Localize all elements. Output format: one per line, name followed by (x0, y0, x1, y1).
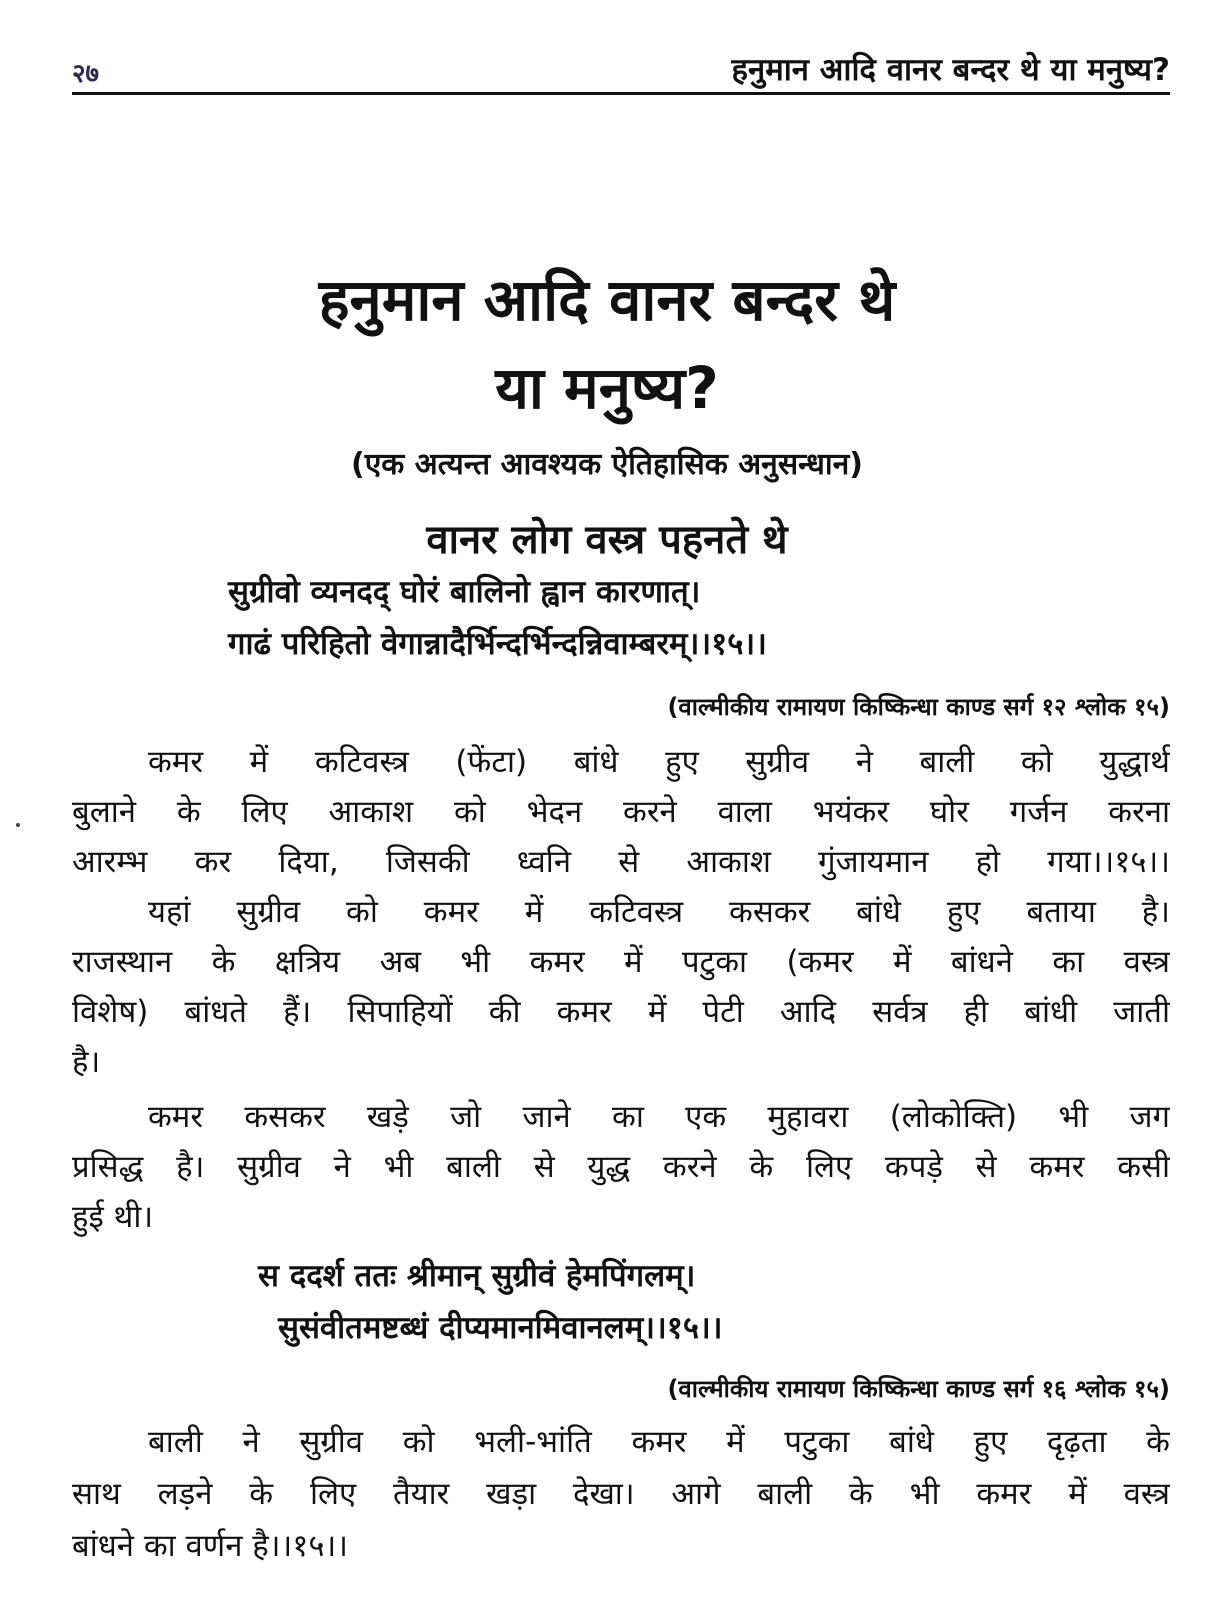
paragraph-1-line: आरम्भ कर दिया, जिसकी ध्वनि से आकाश गुंजायमान हो गया।।१५।। (72, 844, 1170, 880)
verse-1-line-2: गाढं परिहितो वेगान्नादैर्भिन्दर्भिन्दन्निवाम्बरम्।।१५।। (228, 626, 767, 662)
page-number: २७ (72, 59, 100, 89)
margin-mark (16, 823, 20, 827)
paragraph-1-line: बुलाने के लिए आकाश को भेदन करने वाला भयंकर घोर गर्जन करना (72, 794, 1170, 830)
paragraph-4-line: बांधने का वर्णन है।।१५।। (72, 1528, 348, 1564)
running-header (72, 40, 1170, 88)
paragraph-2-line: राजस्थान के क्षत्रिय अब भी कमर में पटुका (कमर में बांधने का वस्त्र (72, 944, 1170, 980)
verse-1-citation: (वाल्मीकीय रामायण किष्किन्धा काण्ड सर्ग १२ श्लोक १५) (667, 693, 1170, 721)
paragraph-3-line: प्रसिद्ध है। सुग्रीव ने भी बाली से युद्ध करने के लिए कपड़े से कमर कसी (72, 1149, 1170, 1185)
chapter-subtitle: (एक अत्यन्त आवश्यक ऐतिहासिक अनुसन्धान) (351, 447, 863, 482)
header-rule (72, 92, 1170, 95)
paragraph-4-line: बाली ने सुग्रीव को भली-भांति कमर में पटुका बांधे हुए दृढ़ता के (148, 1424, 1170, 1460)
paragraph-1-line: कमर में कटिवस्त्र (फेंटा) बांधे हुए सुग्रीव ने बाली को युद्धार्थ (148, 744, 1170, 780)
running-title: हनुमान आदि वानर बन्दर थे या मनुष्य? (731, 52, 1170, 88)
chapter-title-line-1: हनुमान आदि वानर बन्दर थे (318, 266, 896, 334)
verse-2-line-2: सुसंवीतमष्टब्धं दीप्यमानमिवानलम्।।१५।। (278, 1310, 723, 1346)
paragraph-2-line: विशेष) बांधते हैं। सिपाहियों की कमर में पेटी आदि सर्वत्र ही बांधी जाती (72, 994, 1170, 1030)
paragraph-2-line: यहां सुग्रीव को कमर में कटिवस्त्र कसकर बांधे हुए बताया है। (148, 894, 1170, 930)
paragraph-3-line: कमर कसकर खड़े जो जाने का एक मुहावरा (लोकोक्ति) भी जग (148, 1099, 1170, 1135)
verse-2-citation: (वाल्मीकीय रामायण किष्किन्धा काण्ड सर्ग १६ श्लोक १५) (667, 1375, 1170, 1403)
chapter-title-line-2: या मनुष्य? (495, 354, 719, 422)
paragraph-2-line: है। (72, 1044, 101, 1080)
verse-2-line-1: स ददर्श ततः श्रीमान् सुग्रीवं हेमपिंगलम्। (258, 1258, 696, 1294)
paragraph-4-line: साथ लड़ने के लिए तैयार खड़ा देखा। आगे बाली के भी कमर में वस्त्र (72, 1476, 1170, 1512)
section-heading: वानर लोग वस्त्र पहनते थे (426, 517, 788, 563)
paragraph-3-line: हुई थी। (72, 1199, 154, 1235)
verse-1-line-1: सुग्रीवो व्यनदद् घोरं बालिनो ह्वान कारणात्। (228, 574, 701, 610)
